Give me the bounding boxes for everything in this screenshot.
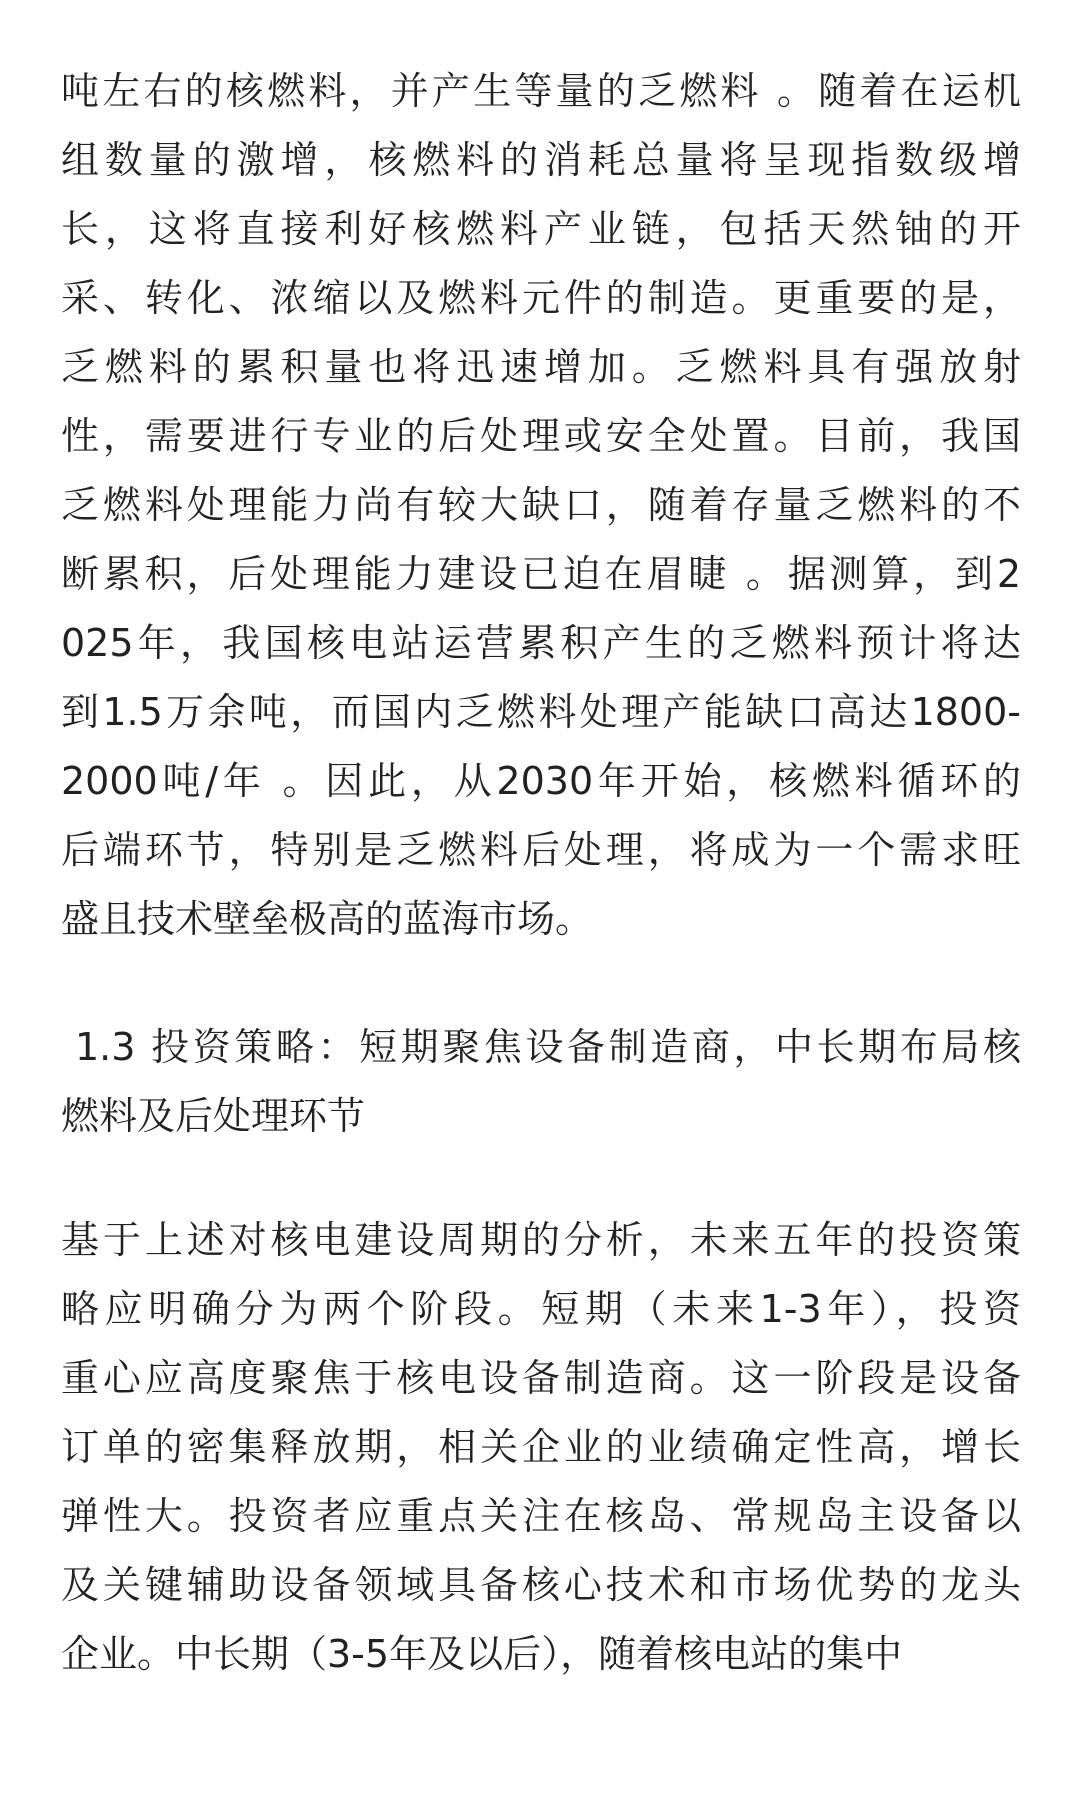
text-line: 长，这将直接利好核燃料产业链，包括天然铀的开 xyxy=(61,207,1021,251)
text-line: 后端环节，特别是乏燃料后处理，将成为一个需求旺 xyxy=(61,828,1021,872)
text-line: 到1.5万余吨，而国内乏燃料处理产能缺口高达1800- xyxy=(61,690,1021,734)
text-line: 基于上述对核电建设周期的分析，未来五年的投资策 xyxy=(61,1218,1021,1262)
text-line: 吨左右的核燃料，并产生等量的乏燃料 。随着在运机 xyxy=(61,69,1021,113)
text-line: 025年，我国核电站运营累积产生的乏燃料预计将达 xyxy=(61,621,1021,665)
text-line: 乏燃料处理能力尚有较大缺口，随着存量乏燃料的不 xyxy=(61,483,1021,527)
heading-line: 1.3 投资策略：短期聚焦设备制造商，中长期布局核 xyxy=(75,1025,1021,1069)
text-line: 盛且技术壁垒极高的蓝海市场。 xyxy=(61,897,594,941)
text-line: 乏燃料的累积量也将迅速增加。乏燃料具有强放射 xyxy=(61,345,1021,389)
text-line: 略应明确分为两个阶段。短期（未来1-3年），投资 xyxy=(61,1287,1021,1331)
text-line: 及关键辅助设备领域具备核心技术和市场优势的龙头 xyxy=(61,1563,1021,1607)
text-line: 采、转化、浓缩以及燃料元件的制造。更重要的是， xyxy=(61,276,1021,320)
heading-line: 燃料及后处理环节 xyxy=(61,1094,366,1138)
text-line: 企业。中长期（3-5年及以后），随着核电站的集中 xyxy=(61,1632,903,1676)
text-line: 订单的密集释放期，相关企业的业绩确定性高，增长 xyxy=(61,1425,1021,1469)
text-line: 组数量的激增，核燃料的消耗总量将呈现指数级增 xyxy=(61,138,1021,182)
text-line: 重心应高度聚焦于核电设备制造商。这一阶段是设备 xyxy=(61,1356,1021,1400)
text-line: 断累积，后处理能力建设已迫在眉睫 。据测算，到2 xyxy=(61,552,1021,596)
text-line: 性，需要进行专业的后处理或安全处置。目前，我国 xyxy=(61,414,1021,458)
text-line: 2000吨/年 。因此，从2030年开始，核燃料循环的 xyxy=(61,759,1021,803)
text-line: 弹性大。投资者应重点关注在核岛、常规岛主设备以 xyxy=(61,1494,1021,1538)
